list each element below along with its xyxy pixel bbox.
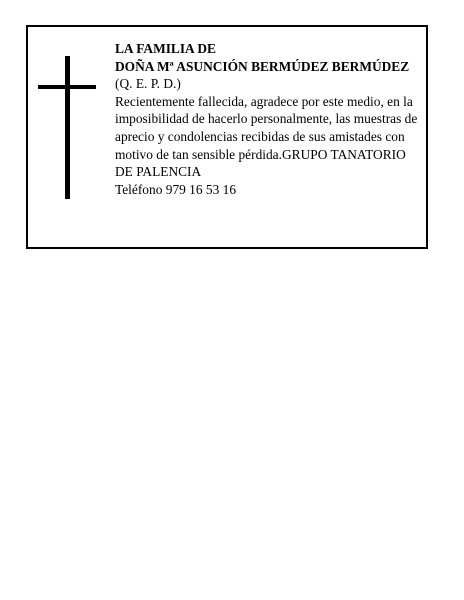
obituary-notice bbox=[26, 25, 428, 249]
notice-text bbox=[115, 40, 421, 198]
cross-horizontal-bar bbox=[38, 85, 96, 89]
qepd-label: (Q. E. P. D.) bbox=[115, 76, 181, 92]
phone-number: Teléfono 979 16 53 16 bbox=[115, 181, 237, 197]
heading-deceased-name: DOÑA Mª ASUNCIÓN BERMÚDEZ BERMÚDEZ bbox=[115, 58, 410, 74]
notice-body: Recientemente fallecida, agradece por este medio, en la imposibilidad de hacerlo personalmente, las muestras de aprecio y condolencias recibidas de sus amistades con motivo de tan sensible pérdida.GRUPO TANATORIO DE PALENCIA bbox=[115, 93, 418, 180]
heading-family: LA FAMILIA DE bbox=[115, 41, 216, 56]
cross-vertical-bar bbox=[65, 56, 70, 199]
